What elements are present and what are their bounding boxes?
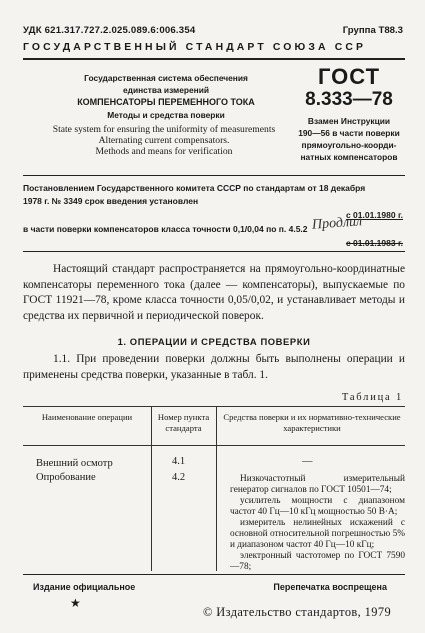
english-title-line-2: Alternating current compensators.: [98, 135, 230, 146]
decree-rule: [23, 251, 405, 252]
replaces-line-1: Взамен Инструкции: [307, 116, 391, 126]
effective-date-2: с 01.01.1983 г.: [345, 238, 403, 248]
group-code: Группа Т88.3: [342, 25, 403, 36]
table-row-1-operation: Внешний осмотр: [36, 458, 113, 469]
table-row-1-clause: 4.1: [172, 456, 186, 467]
means-item-distortion-meter: измеритель нелинейных искажений с основной относительной погрешностью 5% и диапазоном частот 40 Гц—10 кГц;: [230, 518, 405, 550]
replaces-line-4: натных компенсаторов: [300, 152, 398, 162]
gost-number: 8.333—78: [305, 89, 393, 110]
title-rule: [23, 175, 405, 176]
standard-banner: ГОСУДАРСТВЕННЫЙ СТАНДАРТ СОЮЗА ССР: [23, 42, 367, 53]
table-header-means: Средства поверки и их нормативно-технические характеристики: [223, 412, 401, 433]
means-item-frequency-meter: электронный частотомер по ГОСТ 7590—78;: [230, 551, 405, 572]
replaces-line-2: 190—56 в части поверки: [298, 128, 400, 138]
table-header-clause: Номер пункта стандарта: [157, 412, 210, 433]
decree-line-2: 1978 г. № 3349 срок введения установлен: [23, 196, 199, 206]
system-line-2: единства измерений: [122, 85, 210, 95]
gost-label: ГОСТ: [317, 64, 381, 89]
table-row-2-operation: Опробование: [36, 472, 96, 483]
table-row-2-clause: 4.2: [172, 472, 186, 483]
section-1-heading: 1. ОПЕРАЦИИ И СРЕДСТВА ПОВЕРКИ: [117, 336, 311, 347]
table-row-1-means: —: [302, 456, 313, 467]
means-item-amplifier: усилитель мощности с диапазоном частот 40 Гц—10 кГц мощностью 50 В·А;: [230, 496, 405, 517]
replaces-line-3: прямоугольно-коорди-: [301, 140, 397, 150]
udk-code: УДК 621.317.727.2.025.089.6:006.354: [23, 25, 196, 36]
header-rule: [23, 58, 405, 60]
english-title-line-1: State system for ensuring the uniformity of measurements: [52, 124, 276, 135]
section-1-paragraph: 1.1. При проведении поверки должны быть выполнены операции и применены средства поверки, указанные в табл. 1.: [23, 353, 405, 381]
star-mark: ★: [70, 596, 81, 610]
handwritten-note: Продлил: [311, 214, 363, 233]
table-row-2-means-list: [230, 474, 405, 572]
table-header-operation: Наименование операции: [41, 412, 133, 422]
decree-line-1: Постановлением Государственного комитета СССР по стандартам от 18 декабря: [23, 183, 366, 193]
document-subtitle: Методы и средства поверки: [107, 110, 225, 120]
reprint-prohibited: Перепечатка воспрещена: [273, 582, 387, 592]
document-title: КОМПЕНСАТОРЫ ПЕРЕМЕННОГО ТОКА: [77, 97, 255, 107]
effective-date-1: с 01.01.1980 г.: [345, 210, 403, 220]
table-caption: Таблица 1: [341, 392, 403, 403]
english-title-line-3: Methods and means for verification: [95, 146, 233, 157]
official-edition: Издание официальное: [33, 582, 136, 592]
means-item-generator: Низкочастотный измерительный генератор сигналов по ГОСТ 10501—74;: [230, 474, 405, 495]
system-line-1: Государственная система обеспечения: [84, 73, 248, 83]
copyright: © Издательство стандартов, 1979: [203, 605, 392, 619]
footer-rule: [23, 574, 405, 575]
intro-paragraph: Настоящий стандарт распространяется на прямоугольно-координатные компенсаторы переменного тока (далее — компенсаторы), выпускаемые по ГОСТ 11921—78, кроме класса точности 0,05/0,02, и устанавливает методы и средства их первичной и периодической поверок.: [23, 263, 405, 322]
decree-line-3: в части поверки компенсаторов класса точности 0,1/0,04 по п. 4.5.2: [23, 224, 308, 234]
